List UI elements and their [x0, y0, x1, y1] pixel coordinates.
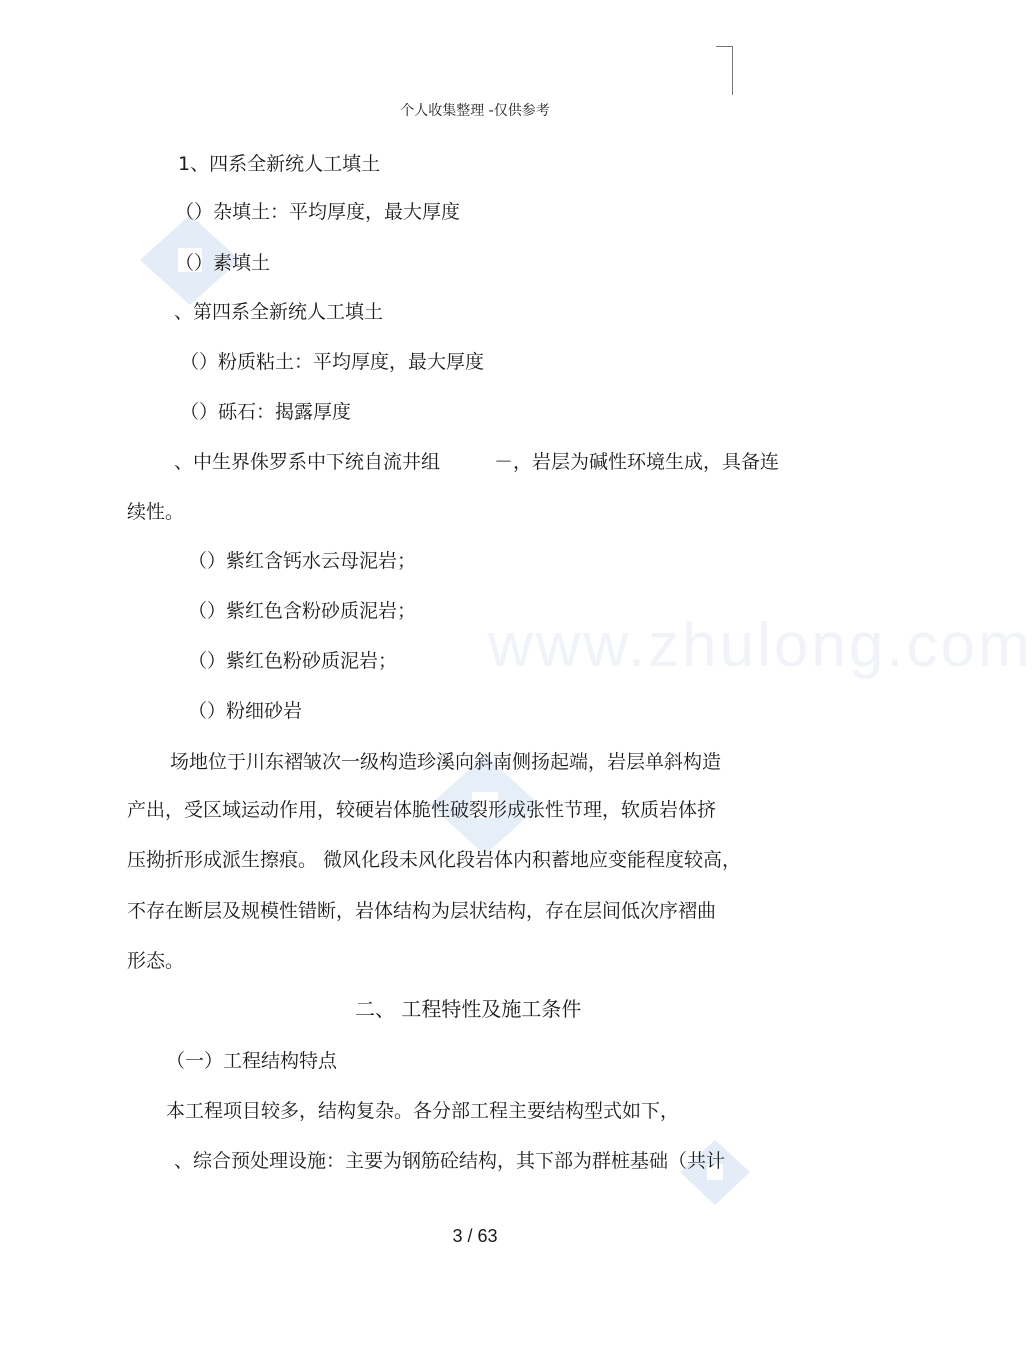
list-item: （）紫红色含粉砂质泥岩； — [188, 600, 417, 622]
paragraph-line: 压拗折形成派生擦痕。 微风化段未风化段岩体内积蓄地应变能程度较高， — [127, 849, 742, 871]
paragraph-line: 场地位于川东褶皱次一级构造珍溪向斜南侧扬起端，岩层单斜构造 — [170, 751, 722, 773]
paragraph-line: 本工程项目较多，结构复杂。各分部工程主要结构型式如下， — [166, 1100, 680, 1122]
list-item: 、第四系全新统人工填土 — [174, 301, 384, 323]
list-item: （）素填土 — [175, 252, 271, 274]
subsection-heading: （一）工程结构特点 — [166, 1050, 338, 1072]
list-item: （）杂填土：平均厚度，最大厚度 — [175, 201, 461, 223]
page-header: 个人收集整理 -仅供参考 — [400, 103, 550, 119]
paragraph-line: 形态。 — [127, 950, 185, 972]
paragraph-line: 不存在断层及规模性错断，岩体结构为层状结构，存在层间低次序褶曲 — [127, 900, 717, 922]
corner-crop-mark — [716, 46, 733, 95]
list-item: （）砾石：揭露厚度 — [180, 401, 352, 423]
paragraph-line: 、综合预处理设施：主要为钢筋砼结构，其下部为群桩基础（共计 — [174, 1150, 726, 1172]
paragraph-line: 续性。 — [127, 501, 185, 523]
watermark-text: www.zhulong.com — [488, 611, 1033, 680]
section-heading: 二、 工程特性及施工条件 — [355, 997, 582, 1021]
list-item: （）紫红含钙水云母泥岩； — [188, 550, 417, 572]
list-item: 1、四系全新统人工填土 — [178, 153, 381, 175]
list-item: （）粉质粘土：平均厚度，最大厚度 — [180, 351, 485, 373]
list-item: （）粉细砂岩 — [188, 700, 303, 722]
paragraph-line: －，岩层为碱性环境生成，具备连 — [494, 451, 780, 473]
paragraph-line: 、中生界侏罗系中下统自流井组 — [174, 451, 441, 473]
paragraph-line: 产出，受区域运动作用，较硬岩体脆性破裂形成张性节理，软质岩体挤 — [127, 799, 717, 821]
page-number: 3 / 63 — [452, 1226, 498, 1246]
list-item: （）紫红色粉砂质泥岩； — [188, 650, 398, 672]
